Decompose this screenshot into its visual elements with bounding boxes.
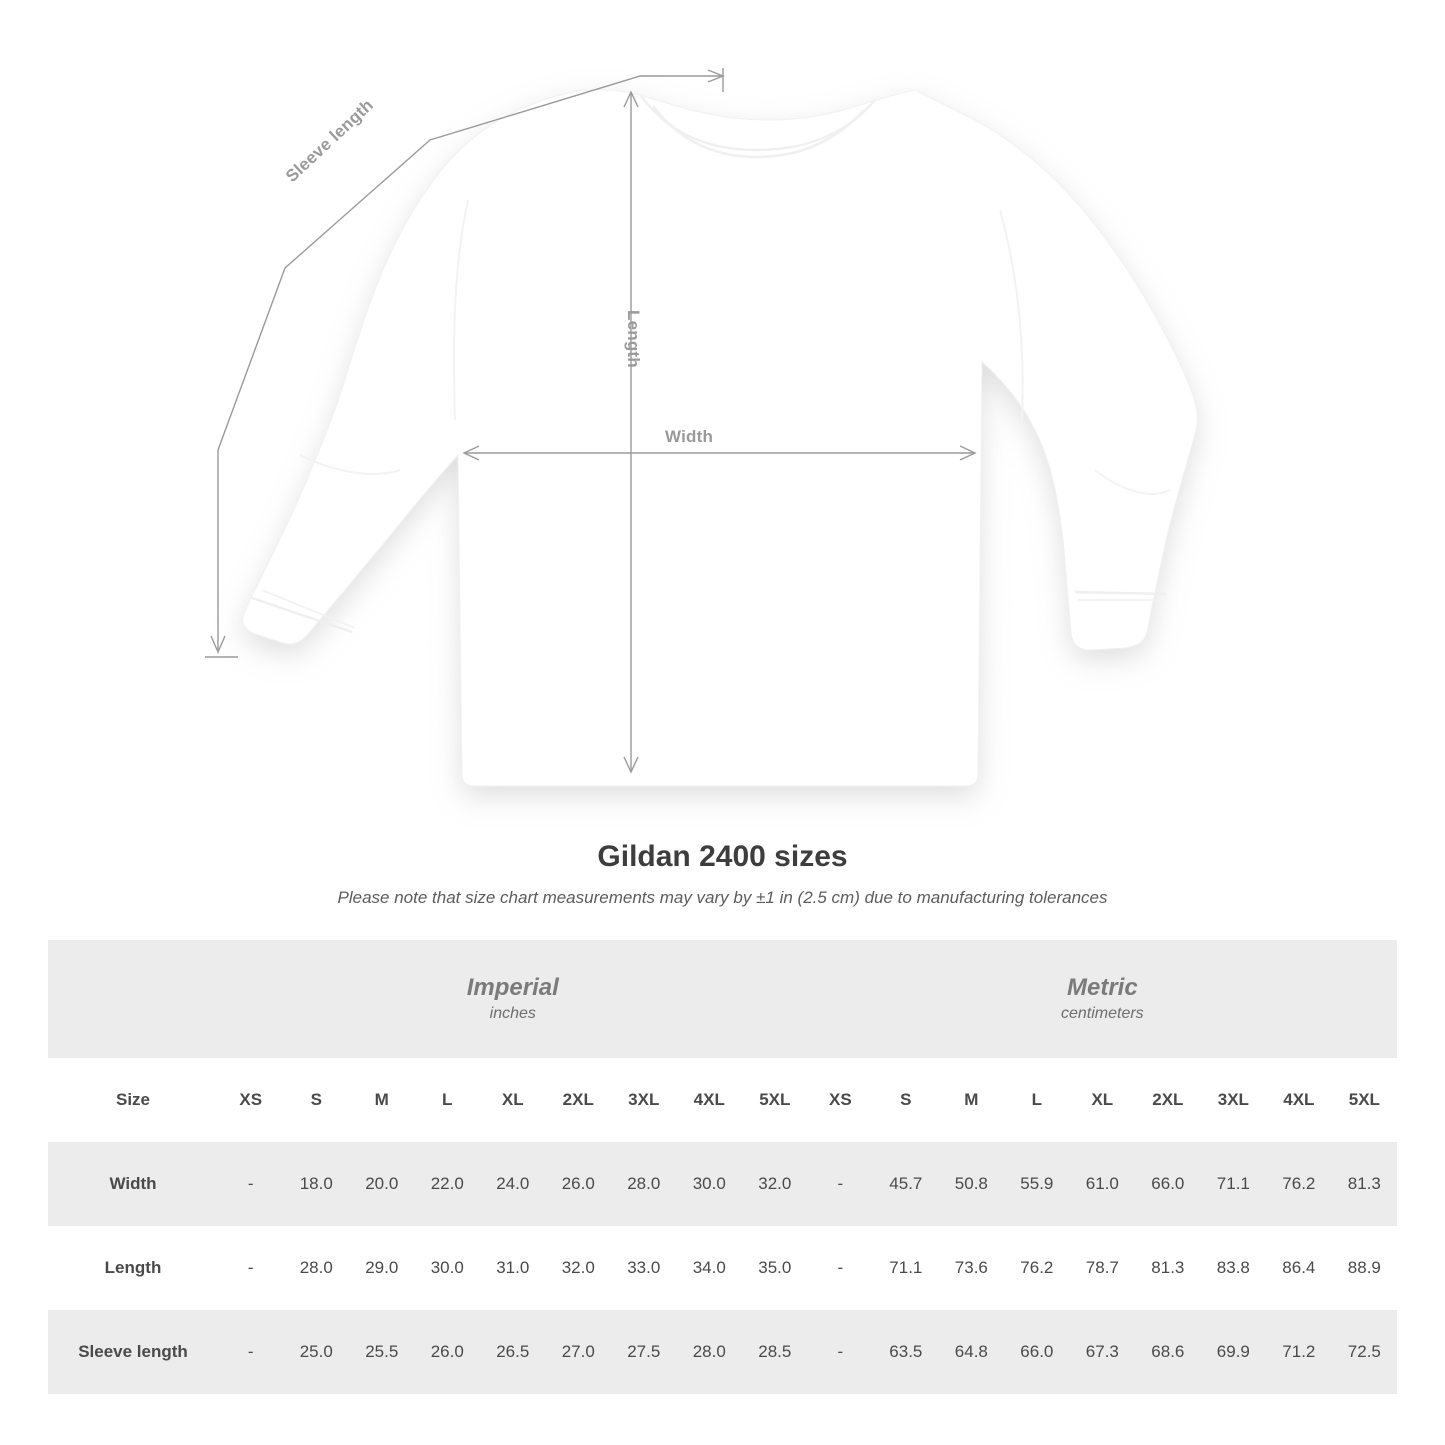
cell-length-metric-5xl: 88.9 (1332, 1226, 1398, 1310)
row-label-length: Length (48, 1226, 218, 1310)
cell-width-imperial-3xl: 28.0 (611, 1142, 677, 1226)
cell-sleeve-metric-xs: - (808, 1310, 874, 1394)
cell-width-imperial-xs: - (218, 1142, 284, 1226)
cell-sleeve-metric-2xl: 68.6 (1135, 1310, 1201, 1394)
cell-sleeve-metric-xl: 67.3 (1070, 1310, 1136, 1394)
size-header-label: Size (48, 1058, 218, 1142)
size-header-metric-2xl: 2XL (1135, 1058, 1201, 1142)
cell-length-metric-xl: 78.7 (1070, 1226, 1136, 1310)
table-row (48, 1226, 1397, 1310)
cell-width-imperial-l: 22.0 (415, 1142, 481, 1226)
page-title: Gildan 2400 sizes (597, 840, 848, 873)
size-header-metric-xs: XS (808, 1058, 874, 1142)
size-header-imperial-2xl: 2XL (546, 1058, 612, 1142)
size-chart-table (48, 940, 1397, 1394)
cell-sleeve-imperial-5xl: 28.5 (742, 1310, 808, 1394)
unit-group-metric (808, 940, 1398, 1058)
cell-width-metric-5xl: 81.3 (1332, 1142, 1398, 1226)
size-header-metric-s: S (873, 1058, 939, 1142)
unit-group-metric-sub: centimeters (1060, 1004, 1144, 1022)
cell-width-imperial-s: 18.0 (284, 1142, 350, 1226)
cell-sleeve-imperial-xl: 26.5 (480, 1310, 546, 1394)
cell-length-imperial-xl: 31.0 (480, 1226, 546, 1310)
cell-length-metric-s: 71.1 (873, 1226, 939, 1310)
size-header-imperial-xs: XS (218, 1058, 284, 1142)
cell-width-imperial-2xl: 26.0 (546, 1142, 612, 1226)
cell-width-imperial-5xl: 32.0 (742, 1142, 808, 1226)
cell-width-metric-3xl: 71.1 (1201, 1142, 1267, 1226)
cell-sleeve-metric-m: 64.8 (939, 1310, 1005, 1394)
size-header-imperial-m: M (349, 1058, 415, 1142)
size-header-metric-5xl: 5XL (1332, 1058, 1398, 1142)
table-row (48, 1142, 1397, 1226)
cell-length-metric-xs: - (808, 1226, 874, 1310)
size-header-imperial-s: S (284, 1058, 350, 1142)
tolerance-note: Please note that size chart measurements may vary by ±1 in (2.5 cm) due to manufacturing tolerances (337, 888, 1108, 907)
cell-sleeve-imperial-2xl: 27.0 (546, 1310, 612, 1394)
cell-width-metric-xs: - (808, 1142, 874, 1226)
cell-length-metric-3xl: 83.8 (1201, 1226, 1267, 1310)
cell-width-metric-m: 50.8 (939, 1142, 1005, 1226)
cell-width-metric-4xl: 76.2 (1266, 1142, 1332, 1226)
width-label: Width (665, 427, 714, 446)
row-label-width: Width (48, 1142, 218, 1226)
size-header-metric-4xl: 4XL (1266, 1058, 1332, 1142)
cell-sleeve-imperial-3xl: 27.5 (611, 1310, 677, 1394)
cell-length-metric-m: 73.6 (939, 1226, 1005, 1310)
shirt-body (243, 90, 1198, 786)
cell-length-imperial-3xl: 33.0 (611, 1226, 677, 1310)
sleeve-length-label: Sleeve length (282, 95, 378, 186)
size-header-metric-xl: XL (1070, 1058, 1136, 1142)
cell-length-imperial-l: 30.0 (415, 1226, 481, 1310)
size-header-imperial-xl: XL (480, 1058, 546, 1142)
cell-length-metric-4xl: 86.4 (1266, 1226, 1332, 1310)
size-header-imperial-4xl: 4XL (677, 1058, 743, 1142)
size-header-row (48, 1058, 1397, 1142)
size-header-imperial-5xl: 5XL (742, 1058, 808, 1142)
cell-length-metric-2xl: 81.3 (1135, 1226, 1201, 1310)
cell-sleeve-imperial-l: 26.0 (415, 1310, 481, 1394)
cell-width-imperial-xl: 24.0 (480, 1142, 546, 1226)
cell-width-metric-s: 45.7 (873, 1142, 939, 1226)
unit-group-metric-name: Metric (1066, 973, 1138, 1001)
cell-length-metric-l: 76.2 (1004, 1226, 1070, 1310)
unit-group-row (48, 940, 1397, 1058)
cell-sleeve-imperial-s: 25.0 (284, 1310, 350, 1394)
cell-width-metric-xl: 61.0 (1070, 1142, 1136, 1226)
cell-width-metric-2xl: 66.0 (1135, 1142, 1201, 1226)
cell-length-imperial-2xl: 32.0 (546, 1226, 612, 1310)
unit-group-imperial-sub: inches (489, 1004, 536, 1022)
cell-sleeve-metric-3xl: 69.9 (1201, 1310, 1267, 1394)
unit-spacer-cell (48, 940, 218, 1058)
cell-sleeve-metric-s: 63.5 (873, 1310, 939, 1394)
row-label-sleeve-length: Sleeve length (48, 1310, 218, 1394)
cell-length-imperial-m: 29.0 (349, 1226, 415, 1310)
title-block (0, 840, 1445, 908)
cell-length-imperial-5xl: 35.0 (742, 1226, 808, 1310)
unit-group-imperial (218, 940, 808, 1058)
cell-sleeve-metric-l: 66.0 (1004, 1310, 1070, 1394)
size-header-metric-3xl: 3XL (1201, 1058, 1267, 1142)
cell-sleeve-metric-4xl: 71.2 (1266, 1310, 1332, 1394)
cell-sleeve-imperial-m: 25.5 (349, 1310, 415, 1394)
cell-sleeve-imperial-xs: - (218, 1310, 284, 1394)
cell-length-imperial-4xl: 34.0 (677, 1226, 743, 1310)
size-header-metric-m: M (939, 1058, 1005, 1142)
cell-width-metric-l: 55.9 (1004, 1142, 1070, 1226)
cell-width-imperial-4xl: 30.0 (677, 1142, 743, 1226)
size-header-imperial-3xl: 3XL (611, 1058, 677, 1142)
length-label: Length (624, 310, 643, 368)
unit-group-imperial-name: Imperial (466, 973, 559, 1001)
cell-sleeve-metric-5xl: 72.5 (1332, 1310, 1398, 1394)
cell-sleeve-imperial-4xl: 28.0 (677, 1310, 743, 1394)
size-table-wrap (48, 940, 1397, 1394)
cell-length-imperial-xs: - (218, 1226, 284, 1310)
cell-length-imperial-s: 28.0 (284, 1226, 350, 1310)
table-row (48, 1310, 1397, 1394)
cell-width-imperial-m: 20.0 (349, 1142, 415, 1226)
size-header-metric-l: L (1004, 1058, 1070, 1142)
size-header-imperial-l: L (415, 1058, 481, 1142)
